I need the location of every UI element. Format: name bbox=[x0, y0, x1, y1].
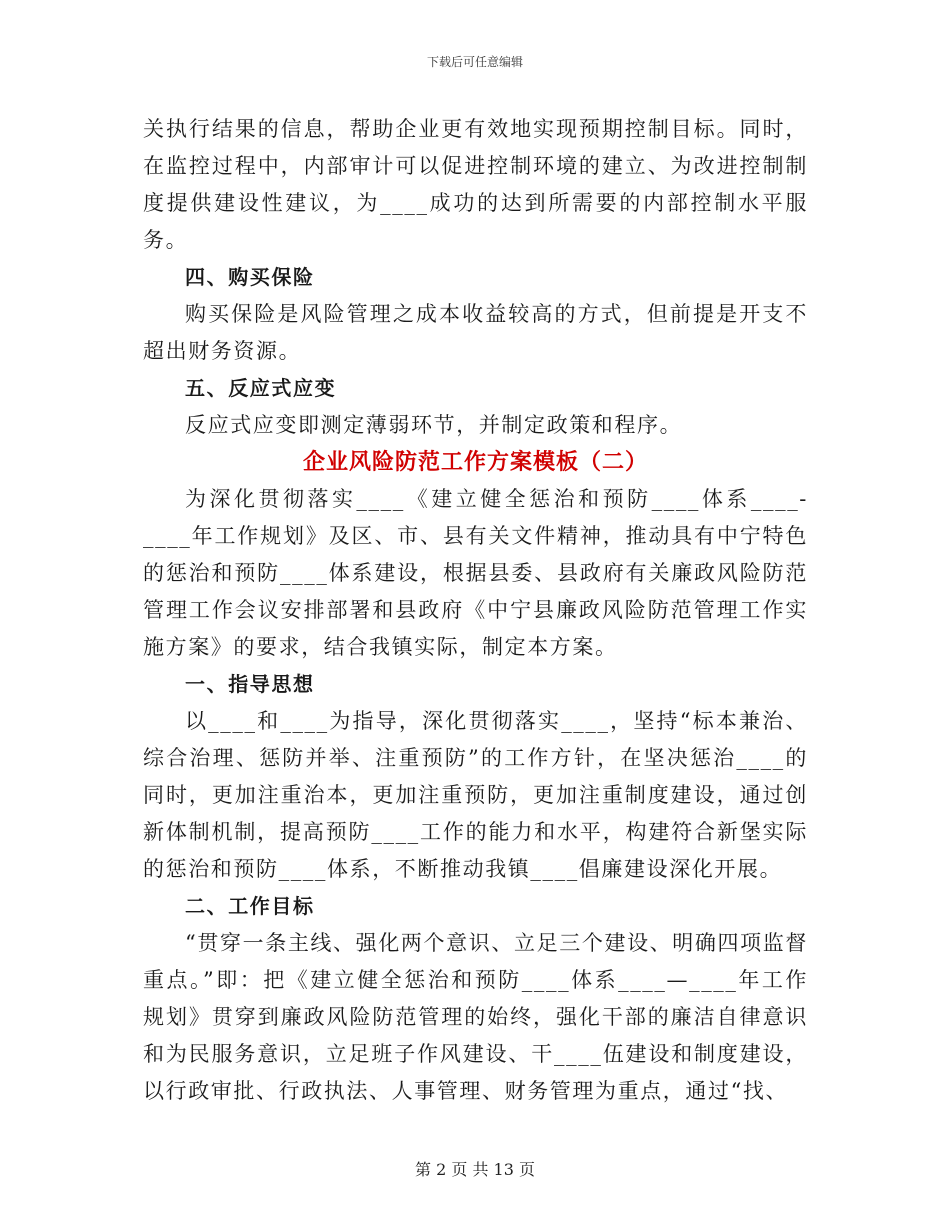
paragraph-continuation: 关执行结果的信息，帮助企业更有效地实现预期控制目标。同时，在监控过程中，内部审计可以促进控制环境的建立、为改进控制制度提供建设性建议，为____成功的达到所需要的内部控制水平服务。 bbox=[143, 117, 808, 252]
heading-work-goals: 二、工作目标 bbox=[185, 894, 315, 918]
section-title: 企业风险防范工作方案模板（二） bbox=[302, 450, 648, 475]
heading-guiding-ideology: 一、指导思想 bbox=[185, 672, 315, 696]
page-footer: 第 2 页 共 13 页 bbox=[415, 1160, 535, 1179]
heading-reactive-response: 五、反应式应变 bbox=[185, 376, 337, 400]
paragraph-guiding-ideology: 以____和____为指导，深化贯彻落实____，坚持“标本兼治、综合治理、惩防并举、注重预防”的工作方针，在坚决惩治____的同时，更加注重治本，更加注重预防，更加注重制度建设，通过创新体制机制，提高预防____工作的能力和水平，构建符合新堡实际的惩治和预防____体系，不断推动我镇____倡廉建设深化开展。 bbox=[143, 709, 808, 881]
paragraph-buy-insurance: 购买保险是风险管理之成本收益较高的方式，但前提是开支不超出财务资源。 bbox=[143, 302, 808, 363]
document-body bbox=[143, 111, 808, 1110]
paragraph-work-goals: “贯穿一条主线、强化两个意识、立足三个建设、明确四项监督重点。”即：把《建立健全惩治和预防____体系____—____年工作规划》贯穿到廉政风险防范管理的始终，强化干部的廉洁自律意识和为民服务意识，立足班子作风建设、干____伍建设和制度建设，以行政审批、行政执法、人事管理、财务管理为重点，通过“找、 bbox=[143, 931, 808, 1103]
page-header: 下载后可任意编辑 bbox=[426, 55, 523, 69]
paragraph-intro: 为深化贯彻落实____《建立健全惩治和预防____体系____-____年工作规划》及区、市、县有关文件精神，推动具有中宁特色的惩治和预防____体系建设，根据县委、县政府有关廉政风险防范管理工作会议安排部署和县政府《中宁县廉政风险防范管理工作实施方案》的要求，结合我镇实际，制定本方案。 bbox=[143, 487, 808, 659]
heading-buy-insurance: 四、购买保险 bbox=[185, 265, 315, 289]
paragraph-reactive-response: 反应式应变即测定薄弱环节，并制定政策和程序。 bbox=[185, 413, 683, 437]
